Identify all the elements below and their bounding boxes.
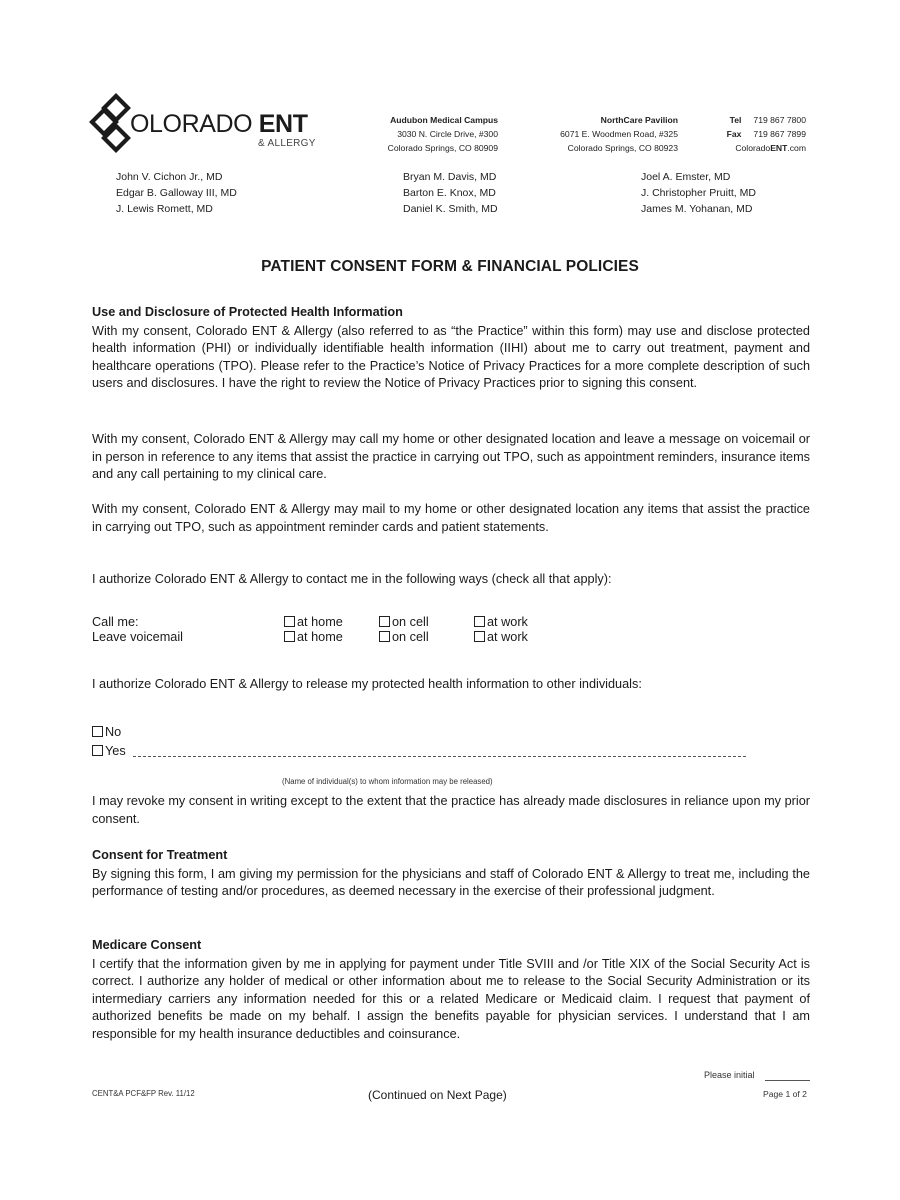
treatment-paragraph: By signing this form, I am giving my permission for the physicians and staff of Colorado ENT & Allergy to treat me, including the performance of testing and/or procedures, as deemed necessary in the exercise of their professional judgment. bbox=[92, 866, 810, 898]
phi-paragraph-3: With my consent, Colorado ENT & Allergy may mail to my home or other designated location any items that assist the practice in carrying out TPO, such as appointment reminder cards and patient statements. bbox=[92, 502, 810, 534]
website-row[interactable]: ColoradoENT.com bbox=[735, 143, 806, 153]
revoke-paragraph: I may revoke my consent in writing except to the extent that the practice has already made disclosures in reliance upon my prior consent. bbox=[92, 794, 810, 826]
phone-row: Tel 719 867 7800 bbox=[729, 115, 806, 125]
physician-name: Edgar B. Galloway III, MD bbox=[116, 187, 237, 199]
release-yes-checkbox[interactable]: Yes bbox=[92, 744, 126, 758]
medicare-paragraph: I certify that the information given by me in applying for payment under Title SVIII and /or Title XIX of the Social Security Act is correct. I authorize any holder of medical or other information about me to release to the Social Security Administration or its intermediary carriers any information needed for this or a related Medicare or Medicaid claim. I request that payment of authorized benefits be made on my behalf. I assign the benefits payable for physician services. I understand that I am responsible for my health insurance deductibles and coinsurance. bbox=[92, 956, 810, 1041]
checkbox-icon[interactable] bbox=[284, 616, 295, 627]
call-me-label: Call me: bbox=[92, 615, 139, 629]
call-cell-checkbox[interactable]: on cell bbox=[379, 615, 429, 629]
checkbox-icon[interactable] bbox=[284, 631, 295, 642]
release-names-line[interactable] bbox=[133, 756, 746, 757]
form-title: PATIENT CONSENT FORM & FINANCIAL POLICIES bbox=[261, 258, 639, 275]
release-intro: I authorize Colorado ENT & Allergy to release my protected health information to other individuals: bbox=[92, 677, 642, 691]
contact-info bbox=[700, 113, 806, 155]
initial-label: Please initial bbox=[704, 1070, 755, 1080]
checkbox-icon[interactable] bbox=[379, 616, 390, 627]
call-home-checkbox[interactable]: at home bbox=[284, 615, 343, 629]
physician-column-1 bbox=[116, 169, 237, 217]
release-names-caption: (Name of individual(s) to whom information may be released) bbox=[282, 777, 493, 786]
checkbox-icon[interactable] bbox=[379, 631, 390, 642]
physician-column-3 bbox=[641, 169, 756, 217]
leave-voicemail-label: Leave voicemail bbox=[92, 630, 183, 644]
address-northcare: NorthCare Pavilion 6071 E. Woodmen Road, #325 Colorado Springs, CO 80923 bbox=[560, 115, 678, 153]
continued-note: (Continued on Next Page) bbox=[368, 1088, 507, 1102]
phi-paragraph-2: With my consent, Colorado ENT & Allergy may call my home or other designated location and leave a message on voicemail or in person in reference to any items that assist the practice in carrying out TPO, such as appointment reminders, insurance items and any call pertaining to my clinical care. bbox=[92, 432, 810, 481]
medicare-section bbox=[92, 937, 810, 1043]
physician-name: Bryan M. Davis, MD bbox=[403, 171, 497, 183]
physician-name: James M. Yohanan, MD bbox=[641, 203, 753, 215]
physician-name: John V. Cichon Jr., MD bbox=[116, 171, 223, 183]
voicemail-work-checkbox[interactable]: at work bbox=[474, 630, 528, 644]
checkbox-icon[interactable] bbox=[474, 631, 485, 642]
checkbox-icon[interactable] bbox=[92, 726, 103, 737]
call-work-checkbox[interactable]: at work bbox=[474, 615, 528, 629]
physician-column-2 bbox=[403, 169, 498, 217]
logo-wordmark: OLORADO ENT bbox=[130, 110, 308, 138]
physician-name: J. Christopher Pruitt, MD bbox=[641, 187, 756, 199]
treatment-heading: Consent for Treatment bbox=[92, 848, 228, 862]
physician-name: J. Lewis Romett, MD bbox=[116, 203, 213, 215]
phi-heading: Use and Disclosure of Protected Health Information bbox=[92, 305, 403, 319]
page-number: Page 1 of 2 bbox=[763, 1089, 807, 1099]
checkbox-icon[interactable] bbox=[92, 745, 103, 756]
checkbox-icon[interactable] bbox=[474, 616, 485, 627]
medicare-heading: Medicare Consent bbox=[92, 938, 202, 952]
address-audubon: Audubon Medical Campus 3030 N. Circle Drive, #300 Colorado Springs, CO 80909 bbox=[387, 115, 498, 153]
release-no-checkbox[interactable]: No bbox=[92, 725, 121, 739]
physician-name: Daniel K. Smith, MD bbox=[403, 203, 498, 215]
form-code: CENT&A PCF&FP Rev. 11/12 bbox=[92, 1089, 195, 1098]
phi-paragraph-1: With my consent, Colorado ENT & Allergy (also referred to as “the Practice” within this form) may use and disclose protected health information (PHI) or individually identifiable health information (IIHI) about me to carry out treatment, payment and healthcare operations (TPO). Please refer to the Practice’s Notice of Privacy Practices for a more complete description of such users and disclosures. I have the right to review the Notice of Privacy Practices prior to signing this consent. bbox=[92, 323, 810, 390]
physician-name: Barton E. Knox, MD bbox=[403, 187, 496, 199]
initial-line[interactable] bbox=[765, 1080, 810, 1081]
voicemail-home-checkbox[interactable]: at home bbox=[284, 630, 343, 644]
logo-chevron-icon bbox=[88, 92, 136, 158]
contact-auth-intro: I authorize Colorado ENT & Allergy to contact me in the following ways (check all that apply): bbox=[92, 572, 612, 586]
voicemail-cell-checkbox[interactable]: on cell bbox=[379, 630, 429, 644]
fax-row: Fax 719 867 7899 bbox=[726, 129, 806, 139]
treatment-section bbox=[92, 847, 810, 901]
colorado-ent-logo bbox=[88, 92, 328, 158]
phi-section bbox=[92, 304, 810, 393]
logo-subtitle: & ALLERGY bbox=[258, 138, 316, 149]
physician-name: Joel A. Emster, MD bbox=[641, 171, 731, 183]
